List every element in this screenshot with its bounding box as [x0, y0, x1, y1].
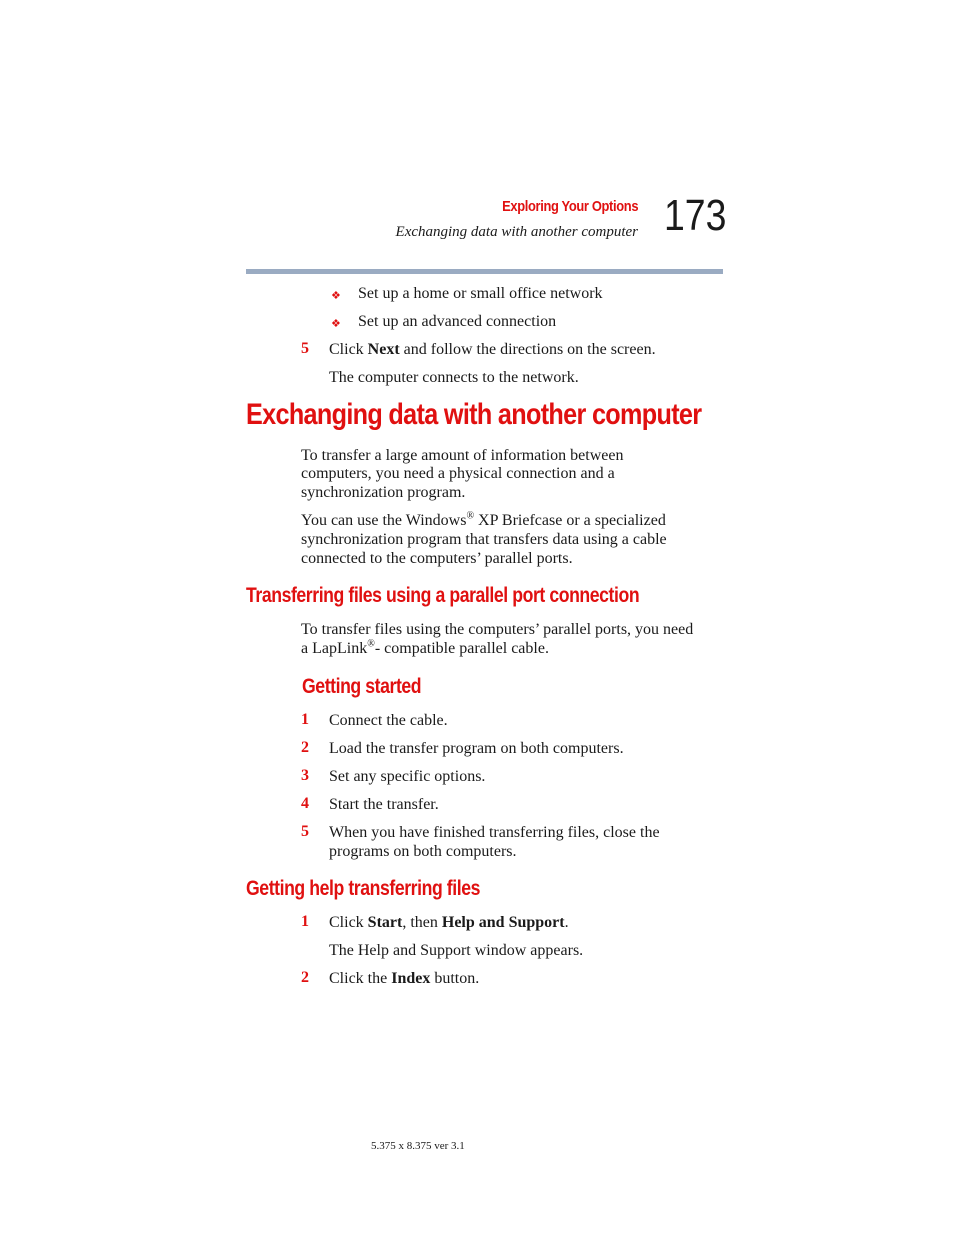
subsection-heading: Getting help transferring files — [246, 877, 480, 900]
list-item: Set up an advanced connection — [358, 313, 557, 330]
step-text-continued: programs on both computers. — [329, 843, 517, 860]
step-text: Click Start, then Help and Support. — [329, 914, 569, 931]
registered-mark: ® — [367, 638, 375, 650]
step-number: 2 — [301, 739, 309, 756]
step-text: When you have finished transferring files, close the — [329, 824, 660, 841]
print-spec-footer: 5.375 x 8.375 ver 3.1 — [371, 1140, 465, 1152]
subsubsection-heading: Getting started — [302, 675, 422, 698]
step-text: Connect the cable. — [329, 712, 448, 729]
paragraph-line: computers, you need a physical connection and a — [301, 465, 615, 482]
step-result: The Help and Support window appears. — [329, 942, 584, 959]
step-text: Click Next and follow the directions on the screen. — [329, 341, 656, 358]
paragraph-line: connected to the computers’ parallel ports. — [301, 550, 573, 567]
subsection-heading: Transferring files using a parallel port connection — [246, 584, 640, 607]
header-rule — [246, 269, 723, 274]
step-text: Click the Index button. — [329, 970, 480, 987]
step-number: 1 — [301, 711, 309, 728]
section-title: Exchanging data with another computer — [246, 398, 702, 431]
paragraph-line: To transfer a large amount of information between — [301, 447, 624, 464]
step-result: The computer connects to the network. — [329, 369, 579, 386]
step-text: Set any specific options. — [329, 768, 486, 785]
running-header-section: Exploring Your Options — [501, 198, 638, 215]
step-number: 1 — [301, 913, 309, 930]
step-number: 3 — [301, 767, 309, 784]
paragraph-line: To transfer files using the computers’ parallel ports, you need — [301, 621, 694, 638]
paragraph-line: You can use the Windows® XP Briefcase or a specialized — [301, 510, 666, 529]
diamond-bullet-icon: ❖ — [331, 290, 341, 302]
list-item: Set up a home or small office network — [358, 285, 603, 302]
running-header-subsection: Exchanging data with another computer — [395, 224, 638, 240]
paragraph-line: synchronization program that transfers data using a cable — [301, 531, 667, 548]
registered-mark: ® — [466, 510, 475, 522]
step-number: 5 — [301, 340, 309, 357]
step-number: 5 — [301, 823, 309, 840]
diamond-bullet-icon: ❖ — [331, 318, 341, 330]
page-number: 173 — [664, 191, 727, 240]
paragraph-line: a LapLink®- compatible parallel cable. — [301, 638, 549, 657]
paragraph-line: synchronization program. — [301, 484, 466, 501]
step-number: 4 — [301, 795, 309, 812]
step-number: 2 — [301, 969, 309, 986]
step-text: Load the transfer program on both computers. — [329, 740, 624, 757]
step-text: Start the transfer. — [329, 796, 439, 813]
